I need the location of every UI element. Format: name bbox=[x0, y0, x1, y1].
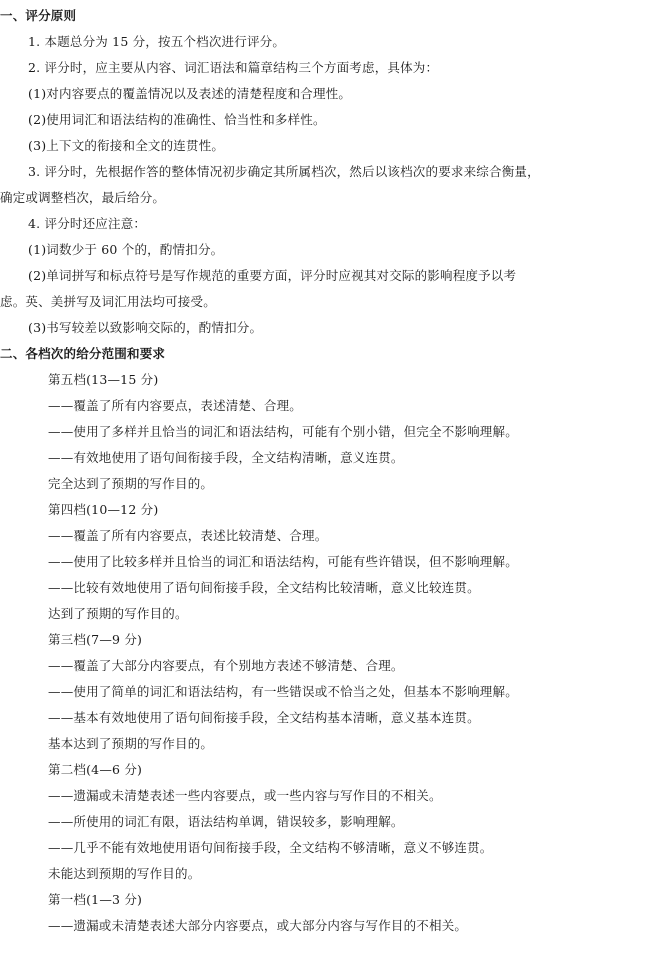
level-1-item-1: ——遗漏或未清楚表述大部分内容要点，或大部分内容与写作目的不相关。 bbox=[48, 918, 468, 933]
level-2-title: 第二档(4—6 分) bbox=[48, 762, 143, 777]
level-2-item-1: ——遗漏或未清楚表述一些内容要点，或一些内容与写作目的不相关。 bbox=[48, 788, 442, 803]
level-2-item-2: ——所使用的词汇有限，语法结构单调，错误较多，影响理解。 bbox=[48, 814, 404, 829]
principle-2-item-2: (2)使用词汇和语法结构的准确性、恰当性和多样性。 bbox=[28, 112, 326, 127]
level-1-title: 第一档(1—3 分) bbox=[48, 892, 143, 907]
level-2-item-3: ——几乎不能有效地使用语句间衔接手段，全文结构不够清晰，意义不够连贯。 bbox=[48, 840, 493, 855]
principle-4-item-2-line-2: 虑。英、美拼写及词汇用法均可接受。 bbox=[0, 294, 216, 309]
level-4-summary: 达到了预期的写作目的。 bbox=[48, 606, 188, 621]
principle-2: 2. 评分时，应主要从内容、词汇语法和篇章结构三个方面考虑，具体为： bbox=[28, 60, 439, 75]
principle-1: 1. 本题总分为 15 分，按五个档次进行评分。 bbox=[28, 34, 286, 49]
level-2-summary: 未能达到预期的写作目的。 bbox=[48, 866, 201, 881]
level-4-title: 第四档(10—12 分) bbox=[48, 502, 159, 517]
level-3-summary: 基本达到了预期的写作目的。 bbox=[48, 736, 214, 751]
principle-4-item-2-line-1: (2)单词拼写和标点符号是写作规范的重要方面，评分时应视其对交际的影响程度予以考 bbox=[28, 268, 517, 283]
principle-4: 4. 评分时还应注意： bbox=[28, 216, 147, 231]
principle-3-line-2: 确定或调整档次，最后给分。 bbox=[0, 190, 166, 205]
level-5-item-2: ——使用了多样并且恰当的词汇和语法结构，可能有个别小错，但完全不影响理解。 bbox=[48, 424, 518, 439]
level-3-item-3: ——基本有效地使用了语句间衔接手段，全文结构基本清晰，意义基本连贯。 bbox=[48, 710, 480, 725]
level-5-title: 第五档(13—15 分) bbox=[48, 372, 159, 387]
level-5-summary: 完全达到了预期的写作目的。 bbox=[48, 476, 214, 491]
principle-3-line-1: 3. 评分时，先根据作答的整体情况初步确定其所属档次，然后以该档次的要求来综合衡量， bbox=[28, 164, 540, 179]
level-3-item-2: ——使用了简单的词汇和语法结构，有一些错误或不恰当之处，但基本不影响理解。 bbox=[48, 684, 518, 699]
level-5-item-1: ——覆盖了所有内容要点，表述清楚、合理。 bbox=[48, 398, 303, 413]
section-heading-levels: 二、各档次的给分范围和要求 bbox=[0, 346, 166, 361]
principle-2-item-3: (3)上下文的衔接和全文的连贯性。 bbox=[28, 138, 225, 153]
level-5-item-3: ——有效地使用了语句间衔接手段，全文结构清晰，意义连贯。 bbox=[48, 450, 404, 465]
level-4-item-3: ——比较有效地使用了语句间衔接手段，全文结构比较清晰，意义比较连贯。 bbox=[48, 580, 480, 595]
section-heading-principles: 一、评分原则 bbox=[0, 8, 77, 23]
principle-4-item-1: (1)词数少于 60 个的，酌情扣分。 bbox=[28, 242, 224, 257]
principle-4-item-3: (3)书写较差以致影响交际的，酌情扣分。 bbox=[28, 320, 263, 335]
level-3-title: 第三档(7—9 分) bbox=[48, 632, 143, 647]
principle-2-item-1: (1)对内容要点的覆盖情况以及表述的清楚程度和合理性。 bbox=[28, 86, 352, 101]
level-4-item-2: ——使用了比较多样并且恰当的词汇和语法结构，可能有些许错误，但不影响理解。 bbox=[48, 554, 518, 569]
level-3-item-1: ——覆盖了大部分内容要点，有个别地方表述不够清楚、合理。 bbox=[48, 658, 404, 673]
level-4-item-1: ——覆盖了所有内容要点，表述比较清楚、合理。 bbox=[48, 528, 328, 543]
